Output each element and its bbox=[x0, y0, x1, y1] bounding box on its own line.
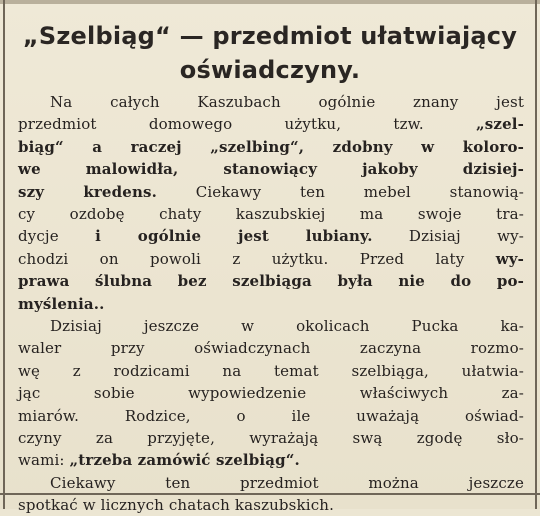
top-border bbox=[0, 0, 540, 4]
text-run: Dzisiaj wy- bbox=[372, 227, 524, 246]
bold-text: prawa ślubna bez szelbiąga była nie do po- bbox=[18, 272, 524, 291]
article-line bbox=[18, 449, 524, 471]
text-run: Ciekawy ten mebel stanowią- bbox=[156, 182, 524, 201]
article-line bbox=[18, 494, 524, 516]
article-line bbox=[50, 91, 524, 113]
text-run: przedmiot domowego użytku, tzw. bbox=[18, 115, 477, 134]
article-line bbox=[18, 248, 524, 270]
bold-text: biąg“ a raczej „szelbing“, zdobny w koloro- bbox=[18, 137, 524, 156]
bold-text: wy- bbox=[495, 249, 524, 268]
text-run: spotkać w licznych chatach kaszubskich. bbox=[18, 496, 334, 515]
bold-text: szy kredens. bbox=[18, 182, 157, 201]
article-line bbox=[50, 315, 524, 337]
text-run: czyny za przyjęte, wyrażają swą zgodę sło- bbox=[18, 429, 524, 447]
bold-text: „trzeba zamówić szelbiąg“. bbox=[69, 451, 300, 470]
bold-text: i ogólnie jest lubiany. bbox=[95, 227, 373, 246]
article-line bbox=[18, 293, 524, 315]
text-run: wę z rodzicami na temat szelbiąga, ułatwia- bbox=[18, 361, 524, 380]
article-line bbox=[18, 181, 524, 203]
headline-line-1: „Szelbiąg“ — przedmiot ułatwiający bbox=[22, 22, 518, 50]
text-run: Na całych Kaszubach ogólnie znany jest bbox=[50, 93, 524, 111]
article-line bbox=[18, 158, 524, 180]
article-line bbox=[18, 203, 524, 225]
text-run: dycje bbox=[18, 227, 96, 246]
text-run: cy ozdobę chaty kaszubskiej ma swoje tra- bbox=[18, 205, 524, 223]
article-line bbox=[18, 337, 524, 359]
bold-text: we malowidła, stanowiący jakoby dzisiej- bbox=[18, 160, 524, 179]
bold-text: myślenia.. bbox=[18, 294, 105, 313]
article-line bbox=[18, 270, 524, 292]
article-line bbox=[18, 360, 524, 382]
right-column-rule bbox=[535, 0, 537, 509]
headline-line-2: oświadczyny. bbox=[179, 56, 361, 84]
text-run: miarów. Rodzice, o ile uważają oświad- bbox=[18, 406, 524, 425]
article-line bbox=[18, 405, 524, 427]
article-line bbox=[18, 382, 524, 404]
text-run: chodzi on powoli z użytku. Przed laty bbox=[18, 249, 496, 268]
article-line bbox=[18, 113, 524, 135]
text-run: wami: bbox=[18, 451, 70, 470]
text-run: Dzisiaj jeszcze w okolicach Pucka ka- bbox=[50, 317, 524, 335]
article-line bbox=[50, 472, 524, 494]
article-line bbox=[18, 225, 524, 247]
text-run: Ciekawy ten przedmiot można jeszcze bbox=[50, 473, 524, 492]
bold-text: „szel- bbox=[476, 115, 524, 134]
left-column-rule bbox=[3, 0, 5, 509]
article-line bbox=[18, 427, 524, 449]
text-run: waler przy oświadczynach zaczyna rozmo- bbox=[18, 339, 524, 358]
article-line bbox=[18, 136, 524, 158]
text-run: jąc sobie wypowiedzenie właściwych za- bbox=[18, 384, 524, 403]
